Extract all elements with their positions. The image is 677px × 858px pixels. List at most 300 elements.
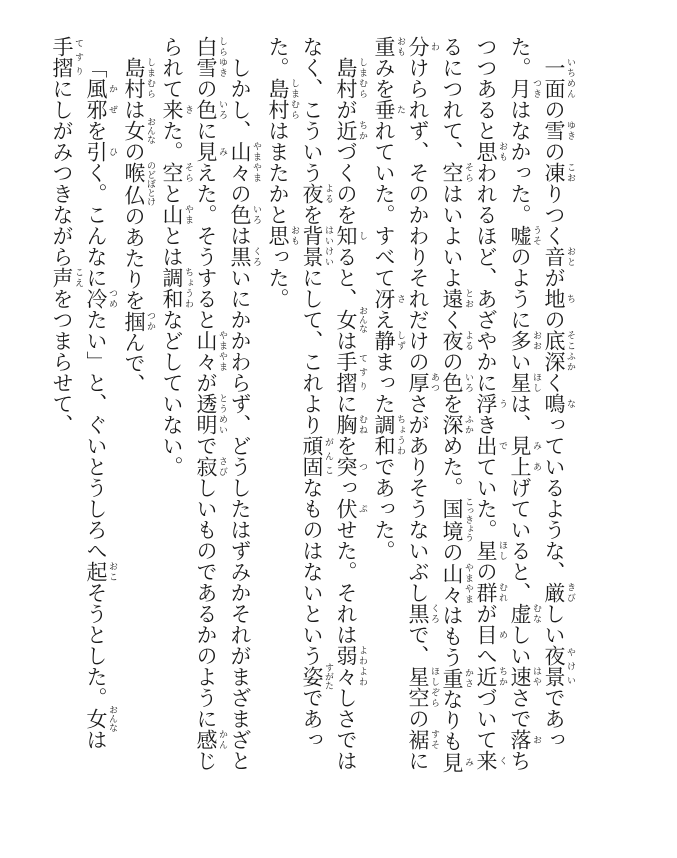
text-run: が [334,99,358,120]
furigana: すがた [323,663,333,690]
furigana: ちょうわ [183,267,193,309]
ruby-word [508,435,541,456]
ruby-word [50,267,83,288]
text-run: の [122,141,146,162]
ruby-base: 凍 [542,162,566,183]
furigana: がんこ [323,435,333,477]
furigana: くろ [429,603,439,624]
ruby-base: 夜 [300,183,324,204]
text-run: 「 [84,57,108,78]
text-run: が [194,372,218,393]
furigana: こお [565,162,575,183]
text-run: などしていない。 [160,309,184,477]
furigana: やまやま [217,330,227,372]
furigana: こえ [73,267,83,288]
text-run: に [334,393,358,414]
text-run: の [228,183,252,204]
ruby-base: 見 [508,435,532,456]
ruby-base: 調和 [160,267,184,309]
ruby-base: 女 [122,117,146,144]
ruby-word [542,57,575,99]
ruby-word [440,414,473,435]
ruby-base: 手摺 [334,351,358,393]
ruby-base: 島村 [266,78,290,120]
ruby-word [508,225,541,246]
ruby-base: 垂 [372,99,396,120]
text-run: づいて [474,687,498,750]
furigana: ふか [463,414,473,435]
furigana: おんな [357,306,367,333]
ruby-word [334,645,367,687]
ruby-base: 音 [542,246,566,267]
ruby-word [440,751,473,773]
text-run: っているような、 [542,414,566,582]
ruby-base: 声 [50,267,74,288]
text-run: い [508,351,532,372]
furigana: おも [289,225,299,246]
text-run: たい」と、ぐいとうしろへ [84,309,108,561]
ruby-word [406,603,439,624]
text-run: ると、 [334,246,358,309]
text-run: っ [334,477,358,498]
furigana: はいけい [323,225,333,267]
text-run: ちつつあると [474,36,532,771]
furigana: つき [531,78,541,99]
furigana: おお [531,330,541,351]
furigana: おこ [107,561,117,582]
ruby-base: 突 [334,456,358,477]
ruby-base: 鳴 [542,393,566,414]
ruby-base: 胸 [334,414,358,435]
furigana: ぷ [357,498,367,519]
furigana: しまむら [289,78,299,120]
ruby-word [194,330,227,372]
ruby-word [372,288,405,309]
ruby-word [266,225,299,246]
furigana: やけい [565,645,575,687]
ruby-word [122,117,155,144]
text-run: で [194,435,218,456]
ruby-base: 虚 [508,603,532,624]
ruby-base: 見 [194,141,218,162]
ruby-word [440,162,473,183]
ruby-word [194,456,227,477]
ruby-word [474,582,507,603]
ruby-word [542,120,575,141]
ruby-word [194,36,227,78]
ruby-base: 落 [508,729,532,750]
text-run: に [194,120,218,141]
ruby-word [508,729,541,750]
text-run: まった [372,351,396,414]
ruby-base: 目 [474,624,498,645]
ruby-base: 冴 [372,288,396,309]
furigana: おも [497,141,507,162]
furigana: あ [531,456,541,477]
text-run: しいものであるかのように [194,477,218,729]
furigana: しらゆき [217,36,227,78]
furigana: う [497,393,507,414]
ruby-word [300,435,333,477]
furigana: はや [531,666,541,687]
text-run: せた。それは [334,519,358,645]
ruby-word [300,663,333,690]
furigana: きび [565,582,575,603]
ruby-base: 上 [508,456,532,477]
ruby-base: 静 [372,330,396,351]
text-run: にしがみつきながら [50,78,74,267]
ruby-word [160,204,193,225]
ruby-base: 深 [440,414,464,435]
ruby-word [334,225,367,246]
furigana: ほし [531,372,541,393]
text-run: と [160,183,184,204]
text-run: のように [508,246,532,330]
furigana: しず [395,330,405,351]
ruby-word [334,414,367,435]
ruby-base: 星空 [406,666,430,708]
ruby-base: 島村 [122,57,146,99]
furigana: ちか [357,120,367,141]
ruby-word [508,330,541,351]
furigana: かん [217,729,227,750]
ruby-base: 群 [474,582,498,603]
furigana: な [565,393,575,414]
ruby-base: 黒 [228,246,252,267]
text-run: を [300,204,324,225]
furigana: そら [463,162,473,183]
ruby-base: 星 [508,372,532,393]
text-run: なりも [440,688,464,752]
ruby-word [406,372,439,393]
ruby-word [542,645,575,687]
furigana: み [463,751,473,773]
ruby-word [84,78,117,120]
furigana: く [497,750,507,771]
furigana: むな [531,603,541,624]
text-run: のあたりを [122,205,146,311]
ruby-word [194,729,227,750]
ruby-word [440,288,473,309]
ruby-word [160,162,193,183]
furigana: で [497,435,507,456]
ruby-base: 女 [334,306,358,333]
ruby-base: 調和 [372,414,396,456]
ruby-word [440,497,473,543]
text-run: は [122,99,146,120]
ruby-base: 夜景 [542,645,566,687]
furigana: やま [183,204,193,225]
furigana: おんな [107,705,117,732]
ruby-word [406,666,439,708]
text-run: であった。 [508,36,566,750]
ruby-base: 山々 [194,330,218,372]
ruby-word [542,246,575,267]
ruby-word [84,141,117,162]
paragraph [367,36,575,776]
text-run: で、 [406,624,430,666]
ruby-base: 知 [334,225,358,246]
furigana: てすり [73,36,83,78]
paragraph [117,36,155,776]
text-run: づくのを [334,141,358,225]
ruby-base: 白雪 [194,36,218,78]
paragraph [261,36,367,776]
ruby-word [508,666,541,687]
ruby-word [194,141,227,162]
furigana: ひ [107,141,117,162]
text-run: しさではなく、こういう [300,36,358,771]
furigana: ちか [497,666,507,687]
ruby-word [84,561,117,582]
ruby-word [334,306,367,333]
ruby-word [542,393,575,414]
ruby-word [474,750,507,771]
ruby-word [50,36,83,78]
ruby-base: 近 [334,120,358,141]
text-run: りつく [542,183,566,246]
text-run: はいよいよ [440,183,464,288]
ruby-word [542,582,575,603]
text-run: の [542,99,566,120]
ruby-word [160,99,193,120]
furigana: み [531,435,541,456]
ruby-word [508,603,541,624]
ruby-word [508,456,541,477]
furigana: そこふか [565,330,575,372]
text-run: は [334,330,358,351]
ruby-base: 来 [160,99,184,120]
furigana: つめ [107,288,117,309]
furigana: しまむら [145,57,155,99]
ruby-word [372,414,405,456]
furigana: ち [565,288,575,309]
ruby-base: 喉仏 [122,161,146,207]
text-run: げていると、 [508,477,532,603]
text-run: に [406,750,430,771]
furigana: すそ [429,729,439,750]
ruby-base: 山々 [440,562,464,605]
text-run: へ [474,645,498,666]
text-run: え [372,309,396,330]
ruby-base: 空 [160,162,184,183]
furigana: てすり [357,351,367,393]
ruby-word [194,393,227,435]
ruby-base: 引 [84,141,108,162]
furigana: ちょうわ [395,414,405,456]
text-run: を [440,393,464,414]
ruby-base: 底深 [542,330,566,372]
ruby-base: 背景 [300,225,324,267]
text-run: は [228,225,252,246]
furigana: うそ [531,225,541,246]
text-run: であった。 [372,456,396,561]
ruby-base: 多 [508,330,532,351]
text-run: れていた。すべて [372,120,396,288]
text-run: く [542,372,566,393]
ruby-word [474,435,507,456]
text-run: が [542,267,566,288]
text-run: は [84,729,108,750]
furigana: お [531,729,541,750]
text-run: はなかった。 [508,99,532,225]
text-run: いにかかわらず、どうしたはずみかそれがまざまざと [228,267,252,771]
text-run: はまたかと [266,120,290,225]
paragraph [155,36,261,776]
ruby-base: 思 [266,225,290,246]
ruby-word [300,225,333,267]
text-run: みを [372,57,396,99]
furigana: し [357,225,367,246]
text-run: は、 [508,393,532,435]
text-run: とは [160,225,184,267]
furigana: つか [145,310,155,332]
furigana: かぜ [107,78,117,120]
text-run: った。 [266,246,290,309]
text-run: を [334,435,358,456]
text-run: が [474,603,498,624]
text-run: るにつれて、 [440,36,464,162]
ruby-word [122,57,155,99]
ruby-base: 手摺 [50,36,74,78]
ruby-word [542,162,575,183]
ruby-base: 嘘 [508,225,532,246]
furigana: わ [429,36,439,57]
text-run: く [440,309,464,330]
paragraph [45,36,117,776]
furigana: くろ [251,246,261,267]
ruby-base: 寂 [194,456,218,477]
furigana: やまやま [463,562,473,605]
ruby-base: 掴 [122,310,146,332]
furigana: ほしぞら [429,666,439,708]
ruby-base: 月 [508,78,532,99]
text-run: われるほど、あざやかに [474,162,498,393]
ruby-base: 空 [440,162,464,183]
furigana: おも [395,36,405,57]
furigana: よる [323,183,333,204]
text-run: をつまらせて、 [50,288,74,435]
ruby-base: 近 [474,666,498,687]
ruby-base: 遠 [440,288,464,309]
ruby-word [228,204,261,225]
furigana: あつ [429,372,439,393]
ruby-word [84,705,117,732]
text-run: しい [508,624,532,666]
ruby-base: 夜 [440,330,464,351]
furigana: いろ [217,99,227,120]
ruby-word [334,456,367,477]
ruby-base: 国境 [440,497,464,543]
furigana: き [183,99,193,120]
furigana: こっきょう [463,497,473,543]
furigana: み [217,141,227,162]
ruby-word [300,183,333,204]
ruby-base: 風邪 [84,78,108,120]
text-run: めた。 [440,435,464,498]
furigana: た [395,99,405,120]
ruby-base: 弱々 [334,645,358,687]
text-run: の [194,78,218,99]
ruby-base: 冷 [84,288,108,309]
text-run: んで、 [122,331,146,395]
ruby-word [474,624,507,645]
ruby-word [542,288,575,309]
furigana: とお [463,288,473,309]
furigana: いろ [251,204,261,225]
furigana: さび [217,456,227,477]
vertical-text-body [45,36,575,776]
ruby-base: 厚 [406,372,430,393]
ruby-base: 思 [474,141,498,162]
ruby-base: 見 [440,751,464,773]
furigana: おと [565,246,575,267]
furigana: やまやま [251,141,261,183]
ruby-base: 感 [194,729,218,750]
ruby-word [508,78,541,99]
furigana: しまむら [357,57,367,99]
text-run: の [440,541,464,563]
text-run: の [406,708,430,729]
ruby-word [266,78,299,120]
ruby-word [474,141,507,162]
ruby-base: 色 [228,204,252,225]
furigana: さ [395,288,405,309]
furigana: むれ [497,582,507,603]
text-run: けられず、そのかわりそれだけの [406,57,430,372]
furigana: つ [357,456,367,477]
text-run: の [440,351,464,372]
ruby-word [372,330,405,351]
ruby-word [334,351,367,393]
text-run: を [84,120,108,141]
ruby-word [160,267,193,309]
ruby-word [122,310,155,332]
ruby-word [228,246,261,267]
ruby-base: 裾 [406,729,430,750]
furigana: ゆき [565,120,575,141]
ruby-word [372,99,405,120]
ruby-base: 山 [160,204,184,225]
ruby-word [334,498,367,519]
ruby-base: 伏 [334,498,358,519]
furigana: ほし [497,540,507,561]
ruby-word [228,141,261,183]
text-run: き [474,414,498,435]
furigana: かさ [463,667,473,689]
ruby-word [474,540,507,561]
ruby-word [440,330,473,351]
ruby-word [122,161,155,207]
text-run: なものはないという [300,477,324,666]
text-run: く。こんなに [84,162,108,288]
text-run: しい [542,603,566,645]
text-run: さがありそうないぶし [406,393,430,603]
furigana: よわよわ [357,645,367,687]
ruby-base: 色 [440,372,464,393]
ruby-base: 星 [474,540,498,561]
ruby-base: 頑固 [300,435,324,477]
text-run: しかし、 [228,57,252,141]
ruby-word [406,729,439,750]
ruby-base: 姿 [300,663,324,690]
ruby-base: 色 [194,99,218,120]
ruby-word [508,372,541,393]
furigana: いろ [463,372,473,393]
text-run: はもう [440,604,464,668]
ruby-base: 島村 [334,57,358,99]
ruby-word [334,57,367,99]
